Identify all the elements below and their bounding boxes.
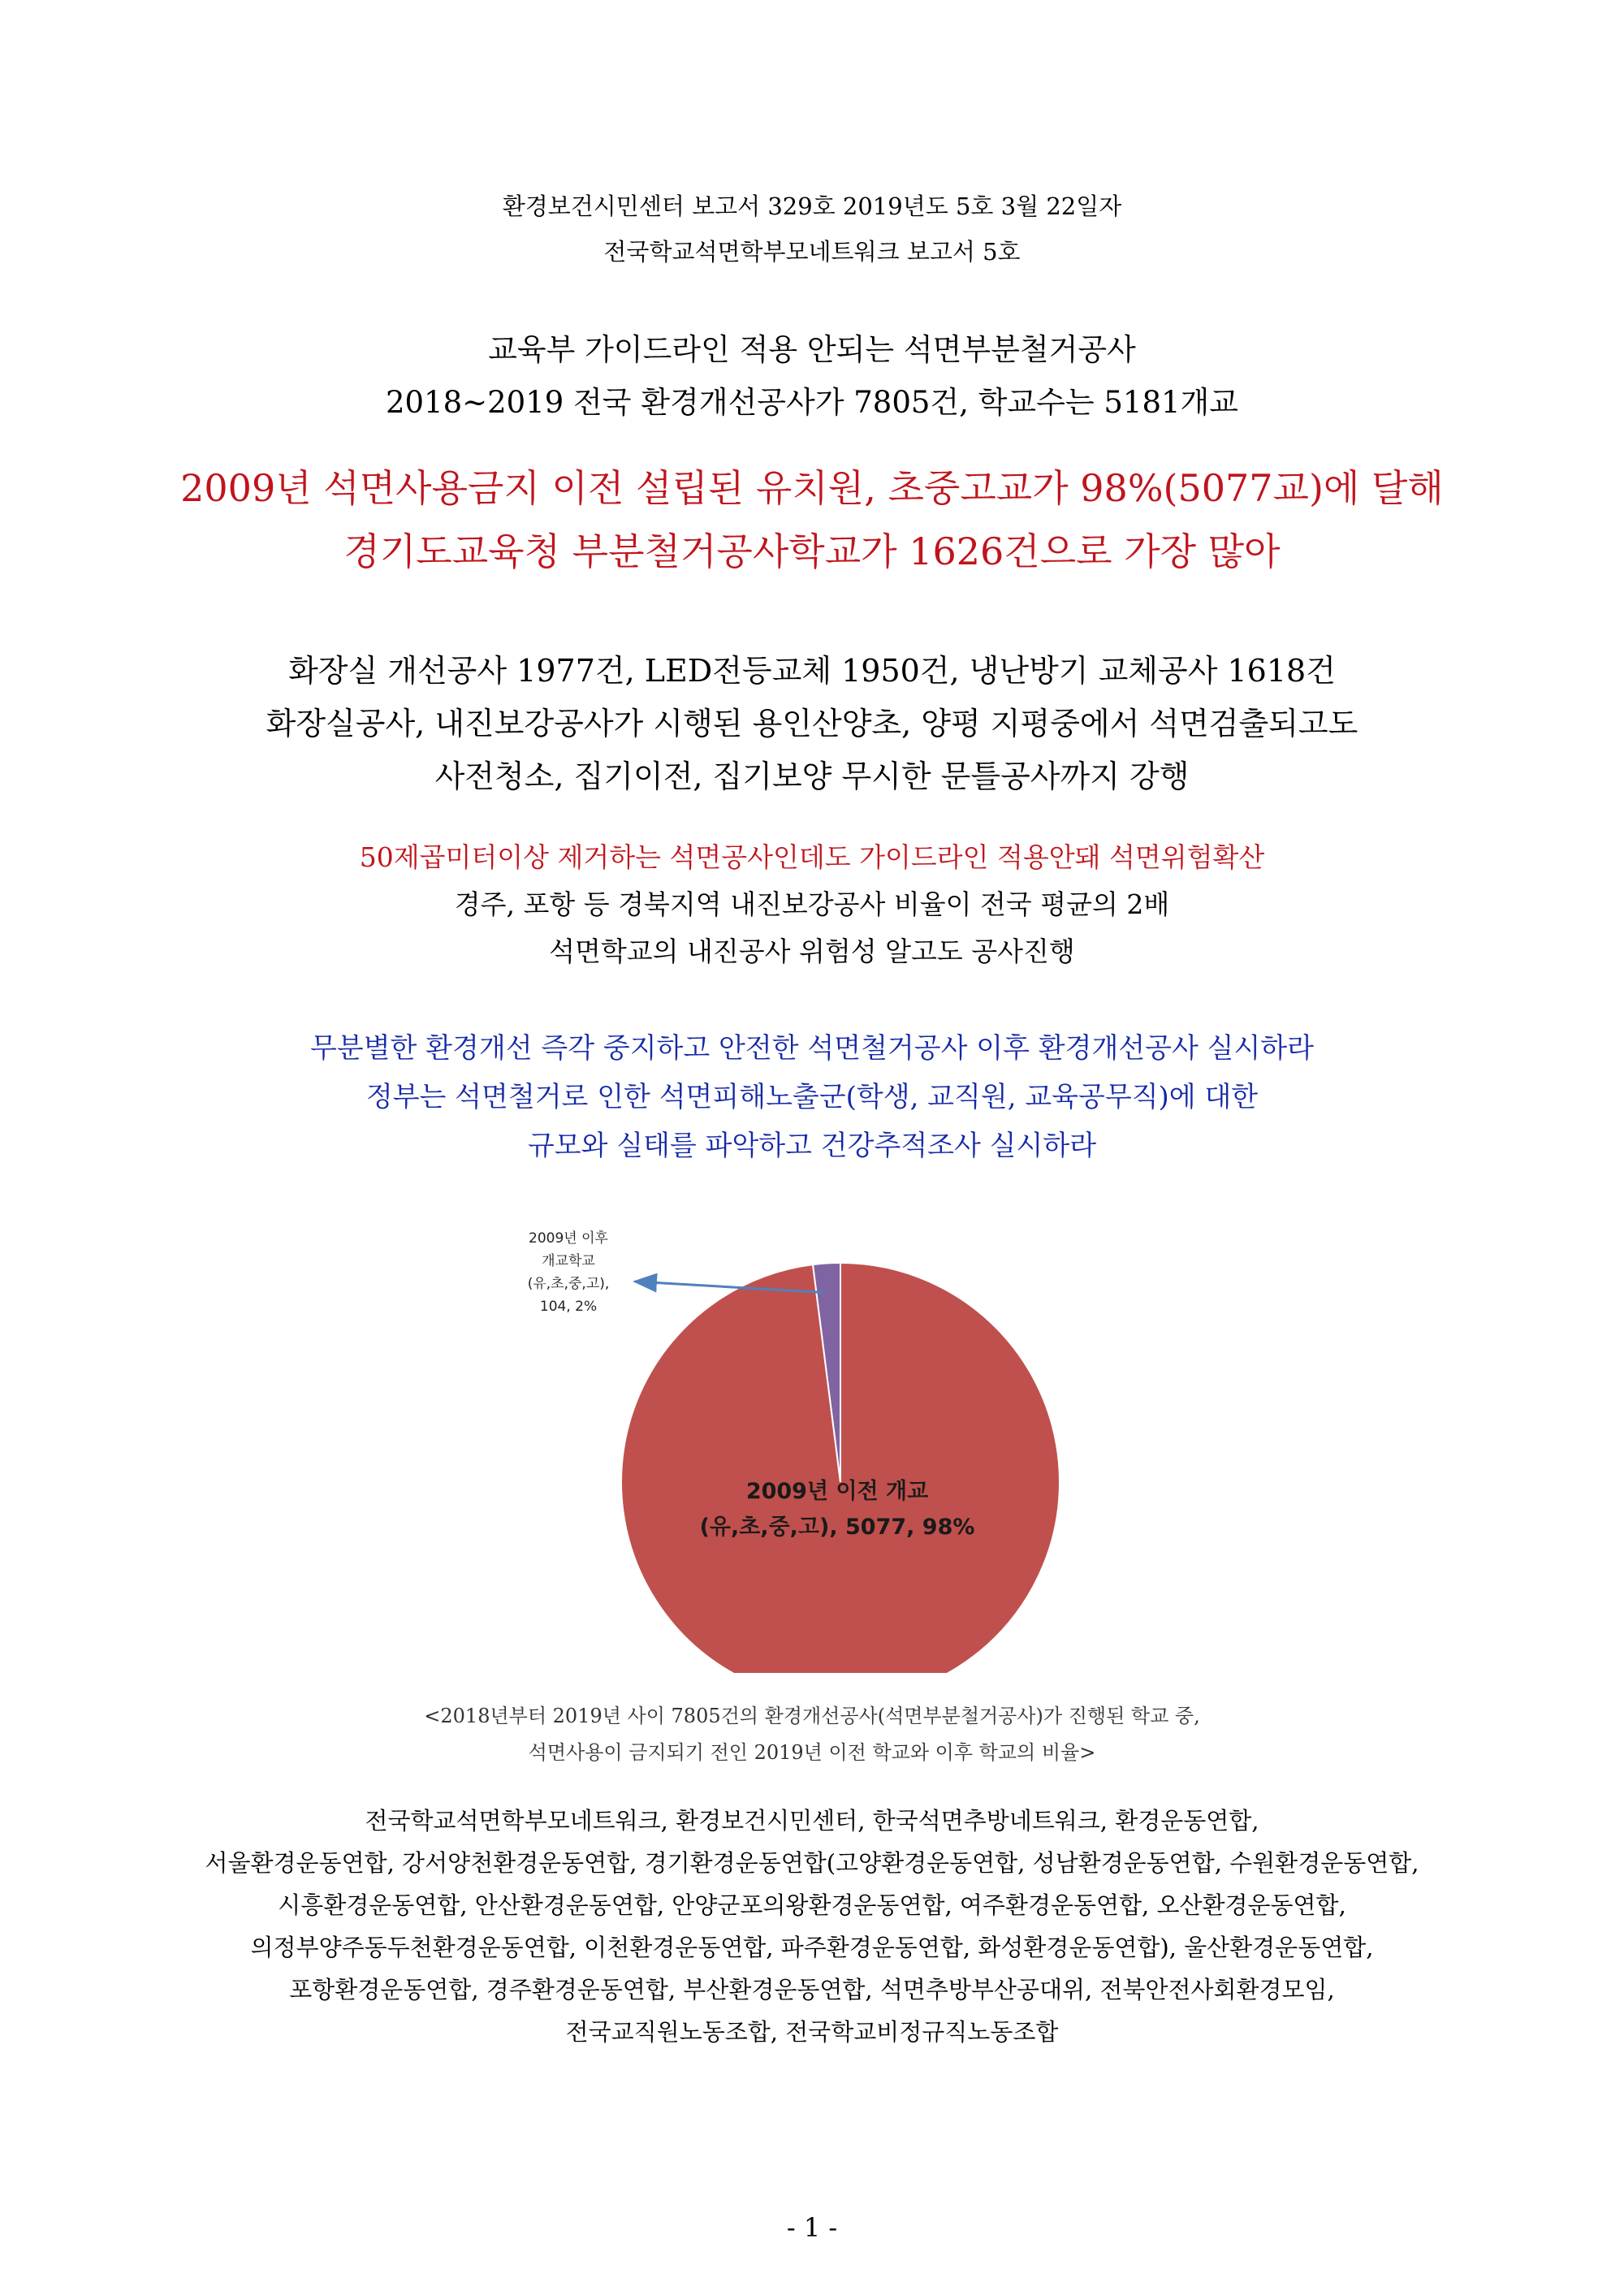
organizations-line-1: 전국학교석면학부모네트워크, 환경보건시민센터, 한국석면추방네트워크, 환경운동연합, bbox=[365, 1807, 1259, 1835]
subtitle-line-1: 교육부 가이드라인 적용 안되는 석면부분철거공사 bbox=[488, 332, 1136, 367]
organizations-line-4: 의정부양주동두천환경운동연합, 이천환경운동연합, 파주환경운동연합, 화성환경운동연합), 울산환경운동연합, bbox=[250, 1934, 1374, 1961]
headline-line-1: 2009년 석면사용금지 이전 설립된 유치원, 초중고교가 98%(5077교)에 달해 bbox=[180, 466, 1444, 510]
data-label-before-2009: 2009년 이전 개교 bbox=[745, 1479, 929, 1504]
organizations-line-2: 서울환경운동연합, 강서양천환경운동연합, 경기환경운동연합(고양환경운동연합, 성남환경운동연합, 수원환경운동연합, bbox=[205, 1849, 1419, 1877]
data-label-after-2009: (유,초,중,고), bbox=[527, 1276, 610, 1292]
summary-line-2: 화장실공사, 내진보강공사가 시행된 용인산양초, 양평 지평중에서 석면검출되고도 bbox=[266, 706, 1358, 741]
warning-line-2: 경주, 포항 등 경북지역 내진보강공사 비율이 전국 평균의 2배 bbox=[454, 888, 1170, 920]
data-label-before-2009: (유,초,중,고), 5077, 98% bbox=[699, 1515, 975, 1540]
caption-line-1: <2018년부터 2019년 사이 7805건의 환경개선공사(석면부분철거공사)가 진행된 학교 중, bbox=[424, 1705, 1200, 1727]
warning-line-3: 석면학교의 내진공사 위험성 알고도 공사진행 bbox=[549, 936, 1075, 967]
demand-line-3: 규모와 실태를 파악하고 건강추적조사 실시하라 bbox=[527, 1130, 1097, 1162]
demand-line-1: 무분별한 환경개선 즉각 중지하고 안전한 석면철거공사 이후 환경개선공사 실시하라 bbox=[310, 1032, 1314, 1065]
data-label-after-2009: 개교학교 bbox=[542, 1253, 595, 1269]
pie-chart bbox=[520, 1218, 1104, 1673]
headline-line-2: 경기도교육청 부분철거공사학교가 1626건으로 가장 많아 bbox=[343, 529, 1281, 573]
summary-line-1: 화장실 개선공사 1977건, LED전등교체 1950건, 냉난방기 교체공사 1618건 bbox=[288, 653, 1336, 689]
organizations-line-6: 전국교직원노동조합, 전국학교비정규직노동조합 bbox=[565, 2018, 1059, 2046]
header-line-2: 전국학교석면학부모네트워크 보고서 5호 bbox=[603, 238, 1021, 266]
organizations-line-3: 시흥환경운동연합, 안산환경운동연합, 안양군포의왕환경운동연합, 여주환경운동연합, 오산환경운동연합, bbox=[278, 1891, 1346, 1919]
data-label-after-2009: 2009년 이후 bbox=[529, 1230, 608, 1247]
data-label-after-2009: 104, 2% bbox=[539, 1299, 598, 1315]
summary-line-3: 사전청소, 집기이전, 집기보양 무시한 문틀공사까지 강행 bbox=[434, 759, 1190, 794]
demand-line-2: 정부는 석면철거로 인한 석면피해노출군(학생, 교직원, 교육공무직)에 대한 bbox=[365, 1081, 1259, 1113]
header-line-1: 환경보건시민센터 보고서 329호 2019년도 5호 3월 22일자 bbox=[502, 192, 1122, 220]
caption-line-2: 석면사용이 금지되기 전인 2019년 이전 학교와 이후 학교의 비율> bbox=[528, 1741, 1096, 1764]
warning-line-1: 50제곱미터이상 제거하는 석면공사인데도 가이드라인 적용안돼 석면위험확산 bbox=[359, 841, 1265, 873]
page-number: - 1 - bbox=[786, 2212, 838, 2243]
subtitle-line-2: 2018~2019 전국 환경개선공사가 7805건, 학교수는 5181개교 bbox=[385, 385, 1239, 420]
organizations-line-5: 포항환경운동연합, 경주환경운동연합, 부산환경운동연합, 석면추방부산공대위, 전북안전사회환경모임, bbox=[289, 1976, 1335, 2003]
